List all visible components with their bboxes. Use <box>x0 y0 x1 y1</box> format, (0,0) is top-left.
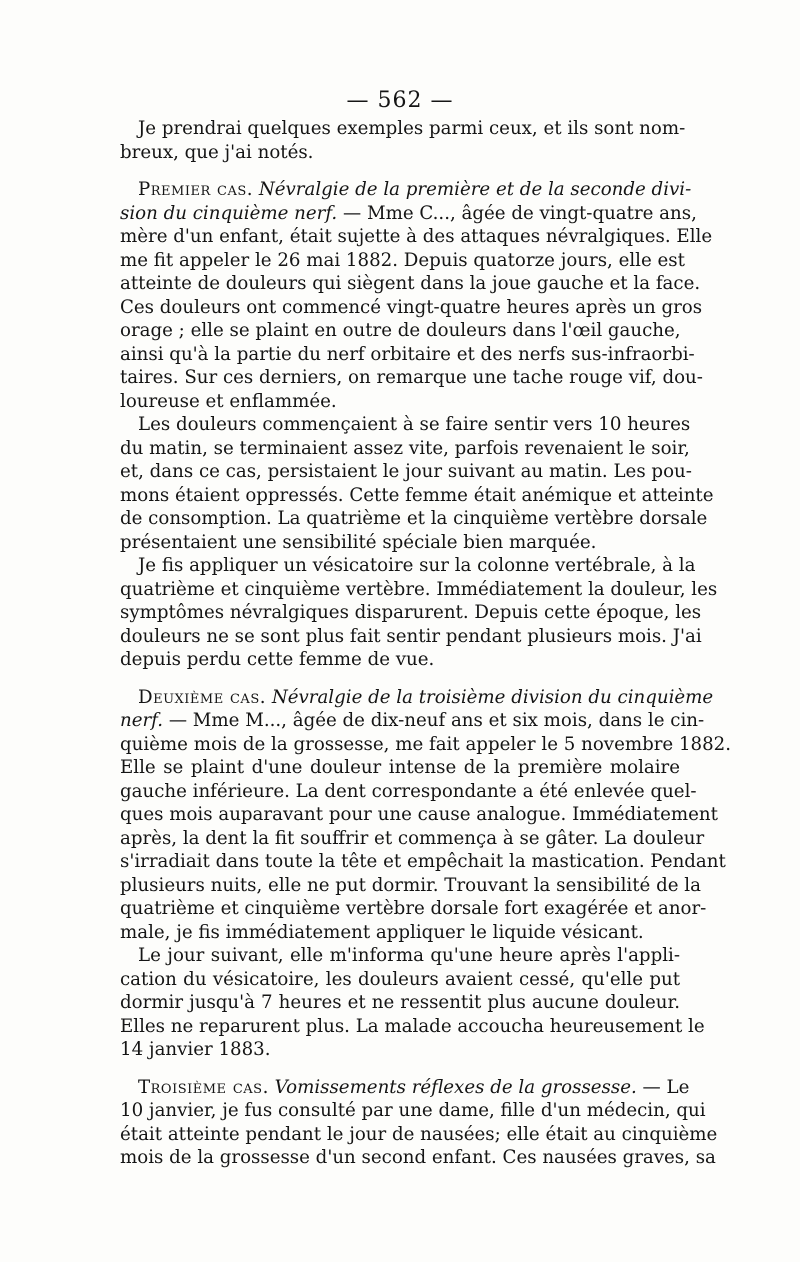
case2-line: 14 janvier 1883. <box>120 1039 271 1060</box>
case2-line: ques mois auparavant pour une cause analogue. Immédiatement <box>120 804 718 825</box>
case1-line: présentaient une sensibilité spéciale bien marquée. <box>120 531 597 553</box>
case1-heading-cont <box>120 202 697 226</box>
case1-line: orage ; elle se plaint en outre de douleurs dans l'œil gauche, <box>120 320 681 341</box>
case2-intro-text: — Mme M..., âgée de dix-neuf ans et six mois, dans le cin- <box>163 710 705 731</box>
case1-line: loureuse et enflammée. <box>120 390 337 412</box>
case3-heading <box>120 1076 690 1100</box>
case1-title: Névralgie de la première et de la seconde divi- <box>258 179 692 200</box>
case2-line: plusieurs nuits, elle ne put dormir. Trouvant la sensibilité de la <box>120 874 701 896</box>
case2-line: dormir jusqu'à 7 heures et ne ressentit plus aucune douleur. <box>120 992 680 1013</box>
case2-line: après, la dent la fit souffrir et commença à se gâter. La douleur <box>120 827 705 849</box>
case1-line: atteinte de douleurs qui siègent dans la joue gauche et la face. <box>120 273 701 294</box>
intro-line: breux, que j'ai notés. <box>120 141 314 163</box>
case1-line: symptômes névralgiques disparurent. Depuis cette époque, les <box>120 602 702 623</box>
case3-label: Troisième cas. <box>138 1076 269 1098</box>
case1-line: ainsi qu'à la partie du nerf orbitaire et des nerfs sus-infraorbi- <box>120 343 695 365</box>
case2-title-cont: nerf. <box>120 710 164 731</box>
case3-intro-text: — Le <box>636 1076 690 1098</box>
case1-line: mère d'un enfant, était sujette à des attaques névralgiques. Elle <box>120 226 713 247</box>
body-text <box>120 117 732 1170</box>
case2-line: s'irradiait dans toute la tête et empêchait la mastication. Pendant <box>120 851 726 872</box>
case1-line: taires. Sur ces derniers, on remarque une tache rouge vif, dou- <box>120 367 703 388</box>
case1-line: douleurs ne se sont plus fait sentir pendant plusieurs mois. J'ai <box>120 625 702 647</box>
case2-label: Deuxième cas. <box>138 686 267 708</box>
case1-intro-text: — Mme C..., âgée de vingt-quatre ans, <box>337 202 697 224</box>
case3-line: était atteinte pendant le jour de nausées; elle était au cinquième <box>120 1123 718 1145</box>
case1-line: depuis perdu cette femme de vue. <box>120 649 435 670</box>
case1-line: Les douleurs commençaient à se faire sentir vers 10 heures <box>138 414 691 435</box>
case2-title: Névralgie de la troisième division du cinquième <box>271 686 714 708</box>
case2-heading-cont <box>120 709 705 733</box>
case3-line: 10 janvier, je fus consulté par une dame, fille d'un médecin, qui <box>120 1100 706 1121</box>
case2-line: gauche inférieure. La dent correspondante a été enlevée quel- <box>120 780 697 802</box>
case1-label: Premier cas. <box>138 179 254 200</box>
case2-line: quième mois de la grossesse, me fait appeler le 5 novembre 1882. <box>120 733 732 755</box>
case2-line: male, je fis immédiatement appliquer le liquide vésicant. <box>120 921 644 943</box>
case1-line: et, dans ce cas, persistaient le jour suivant au matin. Les pou- <box>120 461 692 482</box>
case3-title: Vomissements réflexes de la grossesse. <box>274 1076 637 1098</box>
case2-line: Le jour suivant, elle m'informa qu'une heure après l'appli- <box>138 945 680 966</box>
page-number: — 562 — <box>346 88 454 113</box>
case2-line: cation du vésicatoire, les douleurs avaient cessé, qu'elle put <box>120 968 680 990</box>
case1-line: mons étaient oppressés. Cette femme était anémique et atteinte <box>120 484 714 506</box>
case2-line: quatrième et cinquième vertèbre dorsale fort exagérée et anor- <box>120 898 707 919</box>
case2-line: Elle se plaint d'une douleur intense de la première molaire <box>120 757 680 778</box>
intro-line: Je prendrai quelques exemples parmi ceux, et ils sont nom- <box>138 118 686 139</box>
case2-heading <box>120 686 714 710</box>
case1-heading <box>120 178 692 202</box>
case1-line: Je fis appliquer un vésicatoire sur la colonne vertébrale, à la <box>138 555 696 576</box>
case3-line: mois de la grossesse d'un second enfant. Ces nausées graves, sa <box>120 1147 716 1168</box>
case1-line: du matin, se terminaient assez vite, parfois revenaient le soir, <box>120 437 690 459</box>
case1-line: Ces douleurs ont commencé vingt-quatre heures après un gros <box>120 296 703 318</box>
case1-title-cont: sion du cinquième nerf. <box>120 202 338 224</box>
case1-line: quatrième et cinquième vertèbre. Immédiatement la douleur, les <box>120 578 718 600</box>
case1-line: de consomption. La quatrième et la cinquième vertèbre dorsale <box>120 508 708 529</box>
case2-line: Elles ne reparurent plus. La malade accoucha heureusement le <box>120 1015 705 1037</box>
case1-line: me fit appeler le 26 mai 1882. Depuis quatorze jours, elle est <box>120 249 685 271</box>
